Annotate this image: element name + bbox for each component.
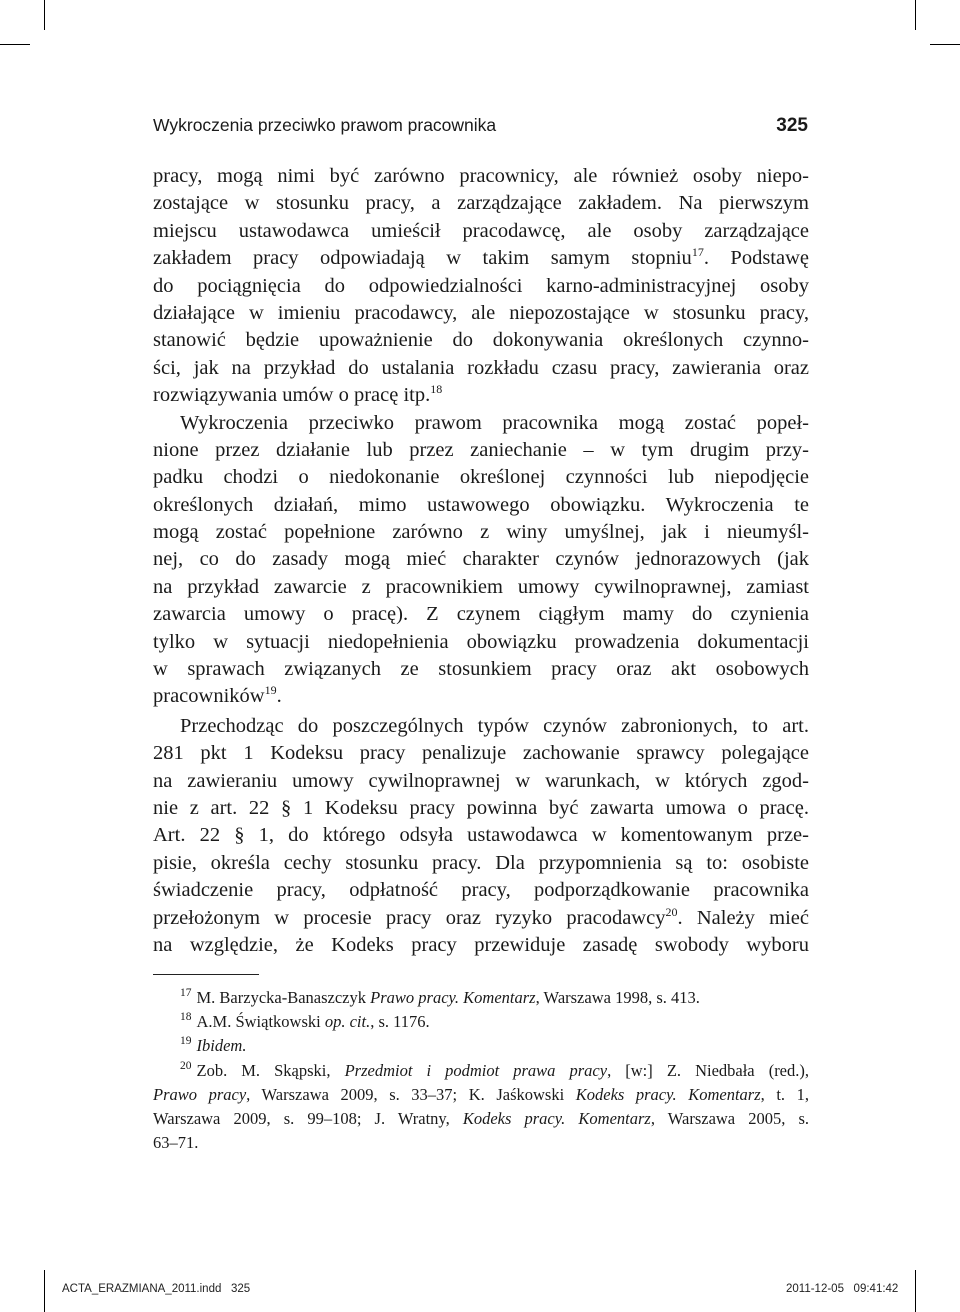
text-line: 281 pkt 1 Kodeksu pracy penalizuje zachowanie sprawcy polegające [153, 742, 809, 765]
text-line: Art. 22 § 1, do którego odsyła ustawodawca w komentowanym prze- [153, 824, 809, 847]
text-run: , Warszawa 2009, s. 33–37; K. Jaśkowski [246, 1084, 576, 1104]
text-line: świadczenie pracy, odpłatność pracy, podporządkowanie pracownika [153, 879, 809, 902]
text-run: Ibidem. [196, 1036, 247, 1056]
text-line: do pociągnięcia do odpowiedzialności karno-administracyjnej osoby [153, 274, 809, 297]
text-line: stanowić będzie upoważnienie do dokonywania określonych czynno- [153, 329, 809, 352]
text-line: ści, jak na przykład do ustalania rozkładu czasu pracy, zawierania oraz [153, 356, 809, 379]
footnote-20-cont: 63–71. [153, 1133, 199, 1153]
text-line: na przykład zawarcie z pracownikiem umowy cywilnoprawnej, zamiast [153, 575, 809, 598]
crop-mark [930, 44, 960, 45]
body-text [153, 163, 809, 959]
text-run: , [w:] Z. Niedbała (red.), [607, 1060, 810, 1080]
text-line: nej, co do zasady mogą mieć charakter czynów jednorazowych (jak [153, 548, 809, 571]
text-run: op. cit. [324, 1012, 371, 1032]
text-run: , Warszawa 1998, s. 413. [535, 988, 700, 1007]
footnote-ref: 20 [665, 904, 678, 919]
footnotes [153, 986, 809, 1155]
text-line [153, 245, 809, 272]
running-header [153, 115, 808, 141]
text-line [153, 683, 809, 710]
text-run: Prawo pracy [153, 1084, 247, 1104]
text-line: nie z art. 22 § 1 Kodeksu pracy powinna być zawarta umowa o pracę. [153, 796, 809, 819]
text-run: Przedmiot i podmiot prawa pracy [344, 1060, 608, 1080]
text-line: Przechodząc do poszczególnych typów czynów zabronionych, to art. [180, 714, 809, 737]
text-line [153, 905, 809, 932]
crop-mark [0, 44, 30, 45]
slug-datetime: 2011-12-05 09:41:42 [786, 1283, 899, 1295]
text-run: Zob. M. Skąpski, [196, 1060, 345, 1080]
crop-mark [44, 1270, 45, 1312]
text-line: pisie, określa cechy stosunku pracy. Dla przypomnienia są to: osobiste [153, 851, 809, 874]
text-run: . Podstawę [703, 247, 810, 270]
text-run: , Warszawa 2005, s. [650, 1108, 809, 1128]
text-line: na względzie, że Kodeks pracy przewiduje zasadę swobody wyboru [153, 933, 809, 956]
footnote-20-cont [153, 1083, 809, 1107]
footnote-ref: 19 [264, 683, 277, 698]
text-run: A.M. Świątkowski [196, 1012, 325, 1032]
text-line: zostające w stosunku pracy, a zarządzające zakładem. Na pierwszym [153, 192, 809, 215]
crop-mark [44, 0, 45, 30]
text-line: na zawieraniu umowy cywilnoprawnej w warunkach, w których zgod- [153, 769, 809, 792]
text-line: nione przez działanie lub przez zaniechanie – w tym drugim przy- [153, 438, 809, 461]
text-run: przełożonym w procesie pracy oraz ryzyko pracodawcy [153, 906, 666, 929]
page-number: 325 [776, 115, 808, 136]
text-line: działające w imieniu pracodawcy, ale niepozostające w stosunku pracy, [153, 301, 809, 324]
text-line: miejscu ustawodawca umieścił pracodawcę, ale osoby zarządzające [153, 219, 809, 242]
text-run: Kodeks pracy. Komentarz [462, 1108, 651, 1128]
text-line: padku chodzi o niedokonanie określonej czynności lub niepodjęcie [153, 466, 809, 489]
text-run: . Należy mieć [677, 906, 809, 929]
text-line: mogą zostać popełnione zarówno z winy umyślnej, jak i nieumyśl- [153, 521, 809, 544]
text-run: pracowników [153, 685, 265, 708]
footnote-20 [153, 1059, 809, 1083]
text-run: Kodeks pracy. Komentarz [575, 1084, 761, 1104]
footnote-18 [153, 1010, 809, 1034]
text-line: pracy, mogą nimi być zarówno pracownicy, ale również osoby niepo- [153, 165, 809, 187]
text-line [153, 382, 809, 409]
footnote-20-cont [153, 1107, 809, 1131]
text-line: Wykroczenia przeciwko prawom pracownika mogą zostać popeł- [180, 411, 809, 434]
crop-mark [915, 0, 916, 30]
text-run: rozwiązywania umów o pracę itp. [153, 384, 431, 407]
footnote-17 [153, 986, 809, 1010]
footnote-19 [153, 1034, 809, 1058]
footnote-number: 17 [180, 987, 192, 999]
text-run: , t. 1, [760, 1084, 810, 1104]
crop-mark [915, 1270, 916, 1312]
text-line: określonych działań, mimo ustawowego obowiązku. Wykroczenia te [153, 493, 809, 516]
text-run: M. Barzycka-Banaszczyk [196, 988, 371, 1007]
text-line: zawarcia umowy o pracę). Z czynem ciągłym mamy do czynienia [153, 603, 809, 626]
text-run: zakładem pracy odpowiadają w takim samym stopniu [153, 247, 692, 270]
footnote-ref: 17 [691, 245, 704, 260]
slug-filename: ACTA_ERAZMIANA_2011.indd 325 [62, 1283, 251, 1295]
text-line: tylko w sytuacji niedopełnienia obowiązku prowadzenia dokumentacji [153, 630, 809, 653]
running-title: Wykroczenia przeciwko prawom pracownika [153, 115, 497, 135]
text-run: Prawo pracy. Komentarz [370, 988, 536, 1007]
text-run: Warszawa 2009, s. 99–108; J. Wratny, [153, 1108, 463, 1128]
text-line: w sprawach związanych ze stosunkiem pracy oraz akt osobowych [153, 658, 809, 681]
footnote-number: 20 [180, 1059, 192, 1072]
footnote-ref: 18 [430, 382, 443, 397]
footnote-separator [153, 974, 259, 975]
footnote-number: 19 [180, 1035, 192, 1048]
footnote-number: 18 [180, 1011, 192, 1024]
text-run: . [276, 685, 282, 708]
text-run: , s. 1176. [370, 1012, 430, 1032]
